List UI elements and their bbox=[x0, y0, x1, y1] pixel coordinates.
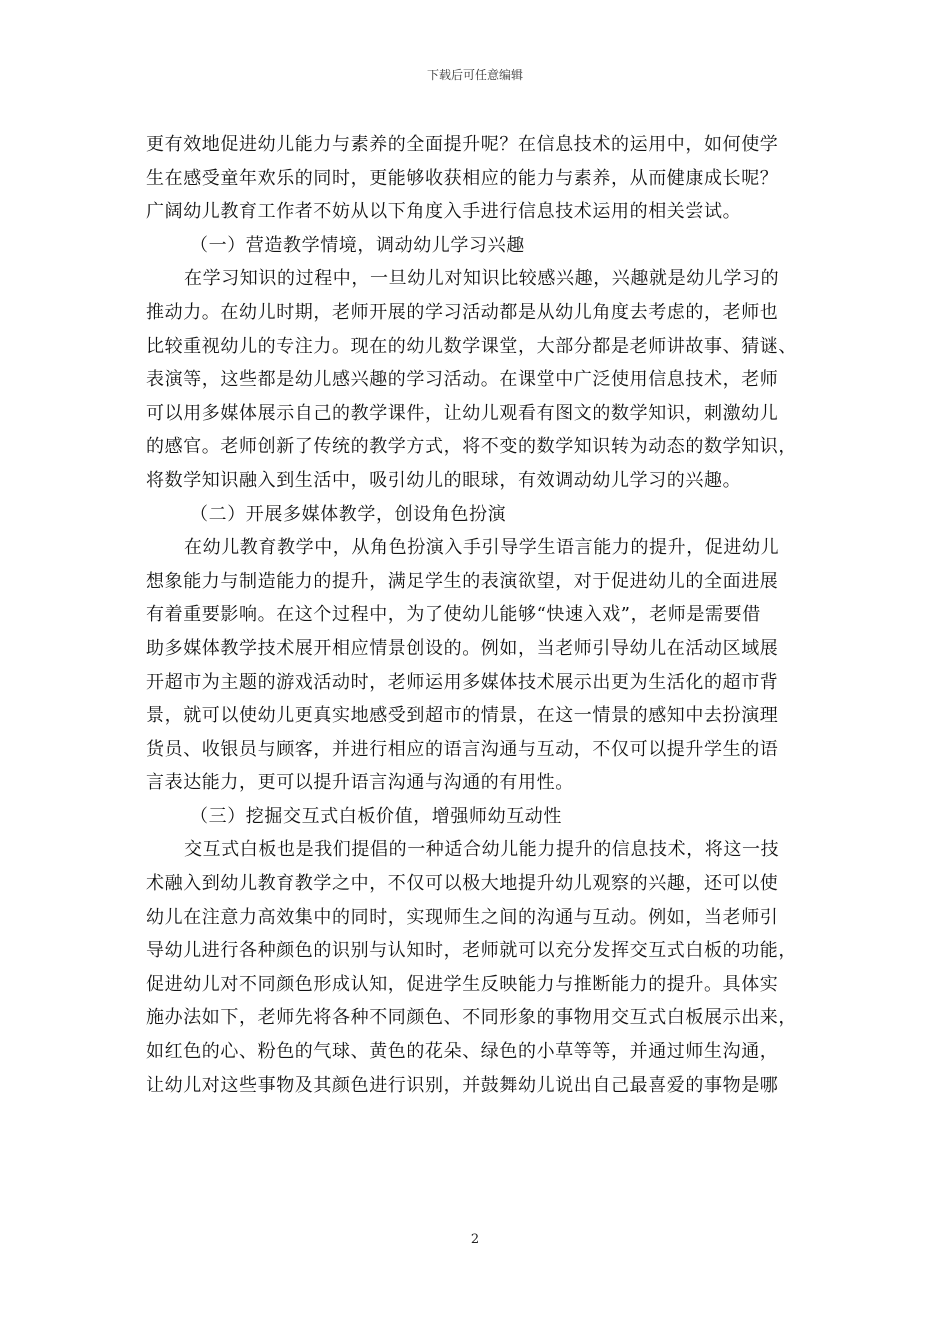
paragraph-line: 术融入到幼儿教育教学之中，不仅可以极大地提升幼儿观察的兴趣，还可以使 bbox=[146, 873, 779, 895]
paragraph-line: 更有效地促进幼儿能力与素养的全面提升呢？在信息技术的运用中，如何使学 bbox=[146, 134, 779, 155]
paragraph-line: 有着重要影响。在这个过程中，为了使幼儿能够“快速入戏”，老师是需要借 bbox=[146, 604, 761, 626]
paragraph-line: 生在感受童年欢乐的同时，更能够收获相应的能力与素养，从而健康成长呢？ bbox=[146, 167, 779, 189]
paragraph-line: 的感官。老师创新了传统的教学方式，将不变的数学知识转为动态的数学知识， bbox=[146, 436, 797, 458]
paragraph-line: 景，就可以使幼儿更真实地感受到超市的情景，在这一情景的感知中去扮演理 bbox=[146, 705, 779, 727]
section-heading-3: （三）挖掘交互式白板价值，增强师幼互动性 bbox=[190, 805, 562, 827]
page-number: 2 bbox=[470, 1232, 480, 1247]
paragraph-line: 比较重视幼儿的专注力。现在的幼儿数学课堂，大部分都是老师讲故事、猜谜、 bbox=[146, 335, 797, 357]
paragraph-line: 言表达能力，更可以提升语言沟通与沟通的有用性。 bbox=[146, 772, 574, 794]
paragraph-line: 幼儿在注意力高效集中的同时，实现师生之间的沟通与互动。例如，当老师引 bbox=[146, 906, 779, 928]
paragraph-line: 广阔幼儿教育工作者不妨从以下角度入手进行信息技术运用的相关尝试。 bbox=[146, 201, 742, 223]
paragraph-line: 促进幼儿对不同颜色形成认知，促进学生反映能力与推断能力的提升。具体实 bbox=[146, 973, 779, 995]
paragraph-line: 在学习知识的过程中，一旦幼儿对知识比较感兴趣，兴趣就是幼儿学习的 bbox=[184, 268, 780, 290]
paragraph-line: 可以用多媒体展示自己的教学课件，让幼儿观看有图文的数学知识，刺激幼儿 bbox=[146, 402, 779, 424]
paragraph-line: 货员、收银员与顾客，并进行相应的语言沟通与互动，不仅可以提升学生的语 bbox=[146, 738, 779, 760]
paragraph-line: 助多媒体教学技术展开相应情景创设的。例如，当老师引导幼儿在活动区域展 bbox=[146, 637, 779, 659]
paragraph-line: 推动力。在幼儿时期，老师开展的学习活动都是从幼儿角度去考虑的，老师也 bbox=[146, 301, 779, 323]
section-heading-1: （一）营造教学情境，调动幼儿学习兴趣 bbox=[190, 234, 525, 256]
section-heading-2: （二）开展多媒体教学，创设角色扮演 bbox=[190, 503, 507, 525]
paragraph-line: 施办法如下，老师先将各种不同颜色、不同形象的事物用交互式白板展示出来， bbox=[146, 1007, 797, 1029]
paragraph-line: 开超市为主题的游戏活动时，老师运用多媒体技术展示出更为生活化的超市背 bbox=[146, 671, 779, 693]
paragraph-line: 如红色的心、粉色的气球、黄色的花朵、绿色的小草等等，并通过师生沟通， bbox=[146, 1041, 779, 1063]
paragraph-line: 将数学知识融入到生活中，吸引幼儿的眼球，有效调动幼儿学习的兴趣。 bbox=[146, 469, 742, 491]
document-body bbox=[146, 128, 814, 1102]
paragraph-line: 交互式白板也是我们提倡的一种适合幼儿能力提升的信息技术，将这一技 bbox=[184, 839, 780, 861]
page-header: 下载后可任意编辑 bbox=[426, 68, 523, 82]
paragraph-line: 导幼儿进行各种颜色的识别与认知时，老师就可以充分发挥交互式白板的功能， bbox=[146, 940, 797, 962]
paragraph-line: 在幼儿教育教学中，从角色扮演入手引导学生语言能力的提升，促进幼儿 bbox=[184, 537, 780, 559]
paragraph-line: 表演等，这些都是幼儿感兴趣的学习活动。在课堂中广泛使用信息技术，老师 bbox=[146, 369, 779, 391]
paragraph-line: 让幼儿对这些事物及其颜色进行识别，并鼓舞幼儿说出自己最喜爱的事物是哪 bbox=[146, 1074, 779, 1096]
paragraph-line: 想象能力与制造能力的提升，满足学生的表演欲望，对于促进幼儿的全面进展 bbox=[146, 570, 779, 592]
